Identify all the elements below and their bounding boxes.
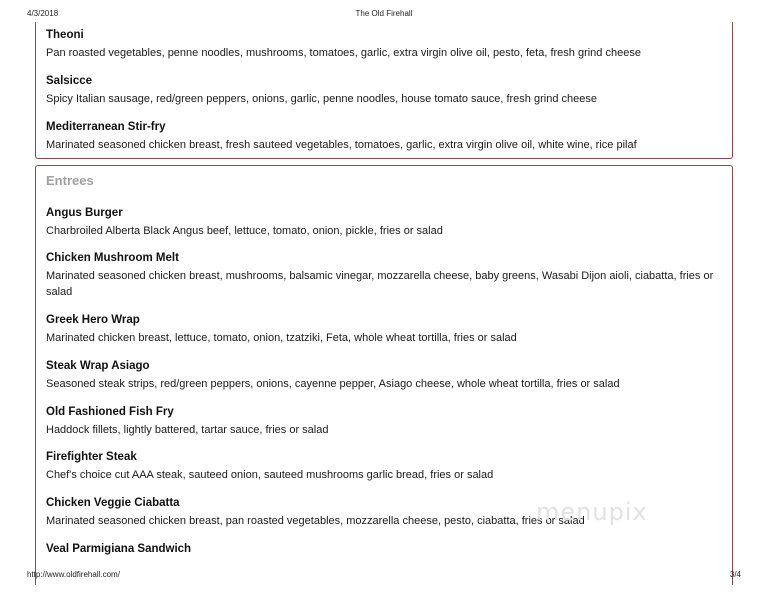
menu-item-name: Chicken Mushroom Melt xyxy=(46,252,179,264)
watermark: menupix xyxy=(536,498,648,526)
print-date: 4/3/2018 xyxy=(27,9,59,18)
menu-item-description: Marinated seasoned chicken breast, pan roasted vegetables, mozzarella cheese, pesto, ciabatta, fries or salad xyxy=(46,515,585,527)
pasta-section xyxy=(35,22,733,159)
menu-item xyxy=(46,359,716,392)
menu-item-description: Chef's choice cut AAA steak, sauteed onion, sauteed mushrooms garlic bread, fries or salad xyxy=(46,469,494,481)
menu-item-description: Charbroiled Alberta Black Angus beef, lettuce, tomato, onion, pickle, fries or salad xyxy=(46,225,443,237)
menu-item-description: Marinated seasoned chicken breast, mushrooms, balsamic vinegar, mozzarella cheese, baby greens, Wasabi Dijon aioli, ciabatta, fries or salad xyxy=(46,270,714,298)
section-title: Entrees xyxy=(46,173,94,188)
menu-item xyxy=(46,251,716,300)
menu-item xyxy=(46,28,716,61)
menu-item-description: Seasoned steak strips, red/green peppers, onions, cayenne pepper, Asiago cheese, whole wheat tortilla, fries or salad xyxy=(46,378,620,390)
print-url: http://www.oldfirehall.com/ xyxy=(27,570,120,579)
menu-item xyxy=(46,405,716,438)
menu-item xyxy=(46,74,716,107)
menu-item-description: Pan roasted vegetables, penne noodles, mushrooms, tomatoes, garlic, extra virgin olive oil, pesto, feta, fresh grind cheese xyxy=(46,47,641,59)
menu-item-description: Marinated chicken breast, lettuce, tomato, onion, tzatziki, Feta, whole wheat tortilla, fries or salad xyxy=(46,332,517,344)
menu-item-description: Spicy Italian sausage, red/green peppers, onions, garlic, penne noodles, house tomato sauce, fresh grind cheese xyxy=(46,93,597,105)
menu-item xyxy=(46,542,716,557)
menu-item-name: Salsicce xyxy=(46,75,93,87)
menu-item xyxy=(46,450,716,483)
menu-item-name: Veal Parmigiana Sandwich xyxy=(46,543,192,555)
menu-item xyxy=(46,313,716,346)
menu-item-name: Angus Burger xyxy=(46,207,123,219)
menu-item xyxy=(46,120,716,153)
print-title: The Old Firehall xyxy=(355,9,413,18)
menu-item-description: Marinated seasoned chicken breast, fresh sauteed vegetables, tomatoes, garlic, extra virgin olive oil, white wine, rice pilaf xyxy=(46,139,637,151)
menu-item-description: Haddock fillets, lightly battered, tartar sauce, fries or salad xyxy=(46,424,329,436)
menu-item xyxy=(46,206,716,239)
menu-item-name: Greek Hero Wrap xyxy=(46,314,140,326)
menu-item-name: Mediterranean Stir-fry xyxy=(46,121,166,133)
print-footer xyxy=(0,570,768,582)
menu-item-name: Old Fashioned Fish Fry xyxy=(46,406,174,418)
menu-item-name: Steak Wrap Asiago xyxy=(46,360,150,372)
menu-item-name: Chicken Veggie Ciabatta xyxy=(46,497,180,509)
page-number: 3/4 xyxy=(729,570,741,579)
menu-item-name: Firefighter Steak xyxy=(46,451,137,463)
print-header xyxy=(0,9,768,21)
menu-item-name: Theoni xyxy=(46,29,84,41)
